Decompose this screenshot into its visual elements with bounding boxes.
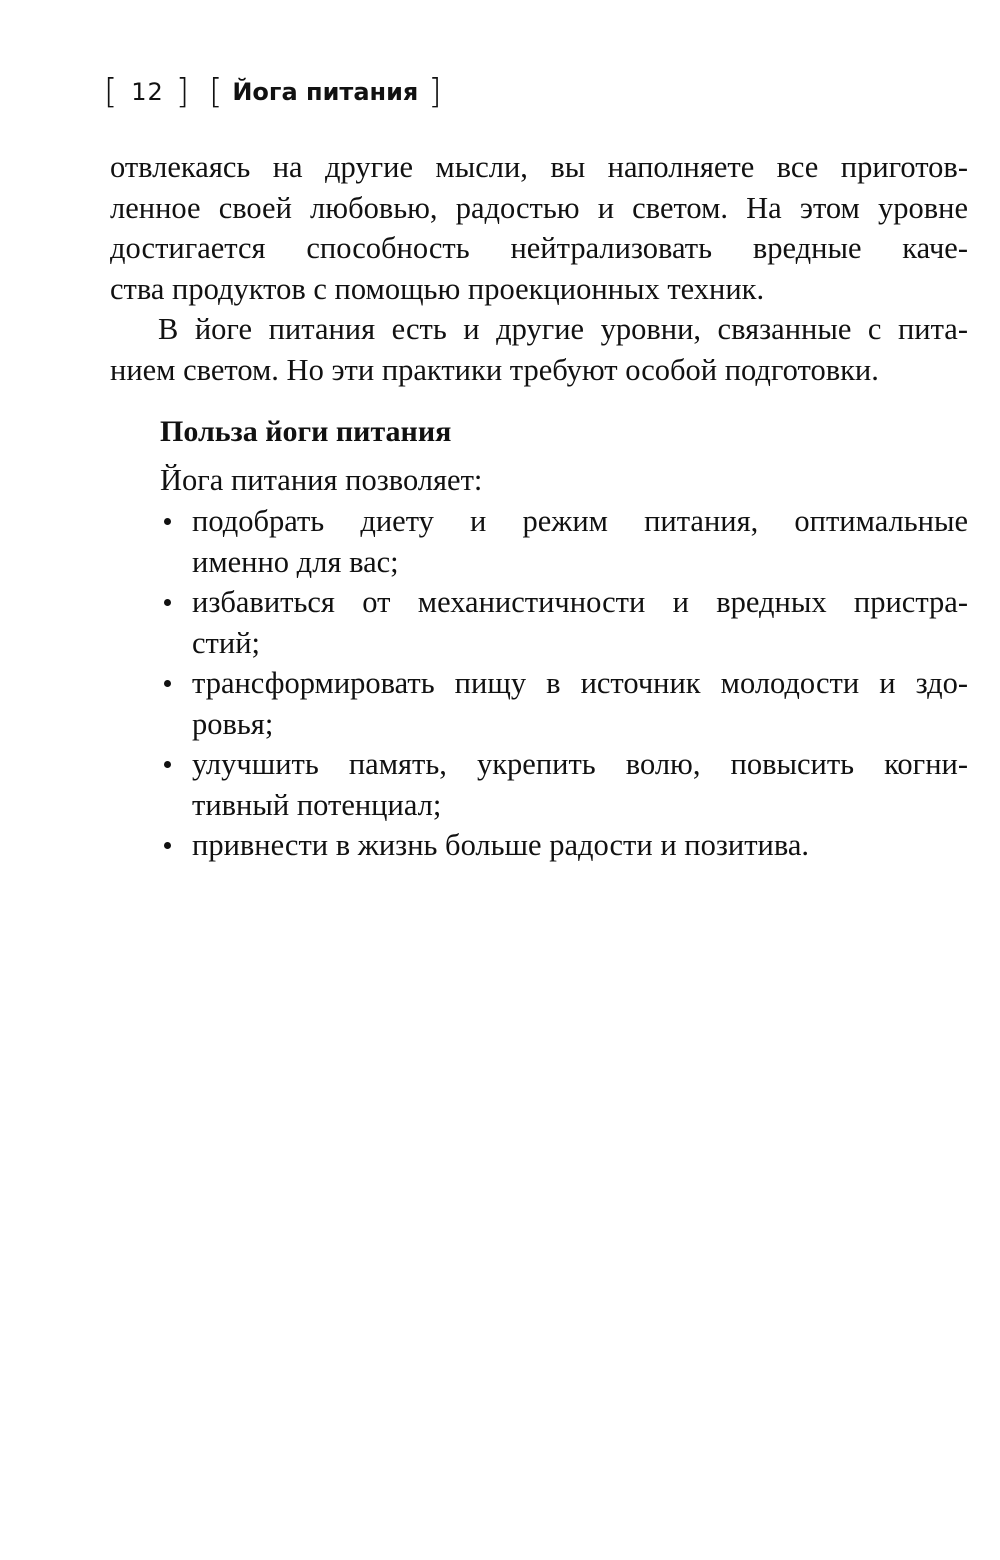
page-number-bracket-close: ] — [175, 72, 190, 112]
paragraph-line: ленное своей любовью, радостью и светом. На этом уровне — [110, 190, 968, 225]
paragraph-line: достигается способность нейтрализовать вредные каче- — [110, 231, 968, 265]
paragraph-line: ства продуктов с помощью проекционных техник. — [110, 271, 765, 306]
paragraph — [110, 309, 968, 390]
list-item-line: ровья; — [192, 706, 274, 741]
list-intro: Йога питания позволяет: — [160, 463, 483, 497]
paragraph — [110, 147, 968, 309]
list-item-line: избавиться от механистичности и вредных пристра- — [192, 585, 968, 619]
paragraph-line: нием светом. Но эти практики требуют особой подготовки. — [110, 352, 879, 387]
list-item-line: тивный потенциал; — [192, 787, 442, 822]
section-title-bracket-close: ] — [428, 72, 442, 112]
list-item — [160, 582, 968, 663]
section-heading: Польза йоги питания — [160, 415, 452, 448]
bullet-icon — [164, 842, 171, 849]
benefits-list — [160, 501, 968, 866]
list-item-line: трансформировать пищу в источник молодости и здо- — [192, 666, 968, 700]
running-head-section-title: Йога питания — [232, 78, 419, 106]
list-item-line: улучшить память, укрепить волю, повысить когни- — [192, 747, 968, 781]
list-item — [160, 663, 968, 744]
list-item-line: стий; — [192, 625, 260, 660]
list-item — [160, 501, 968, 582]
body-text — [110, 147, 968, 390]
list-item — [160, 744, 968, 825]
running-head — [104, 72, 442, 112]
bullet-icon — [164, 680, 171, 687]
list-item — [160, 825, 968, 866]
bullet-icon — [164, 761, 171, 768]
paragraph-line: отвлекаясь на другие мысли, вы наполняете все приготов- — [110, 150, 968, 184]
page-number: 12 — [131, 78, 164, 106]
page-number-bracket-open: [ — [104, 72, 118, 112]
list-item-line: подобрать диету и режим питания, оптимальные — [192, 504, 968, 538]
list-item-line: именно для вас; — [192, 544, 399, 579]
section-title-bracket-open: [ — [209, 72, 223, 112]
bullet-icon — [164, 599, 171, 606]
bullet-icon — [164, 518, 171, 525]
paragraph-line: В йоге питания есть и другие уровни, связанные с пита- — [158, 312, 968, 346]
list-item-line: привнести в жизнь больше радости и позитива. — [192, 828, 810, 862]
